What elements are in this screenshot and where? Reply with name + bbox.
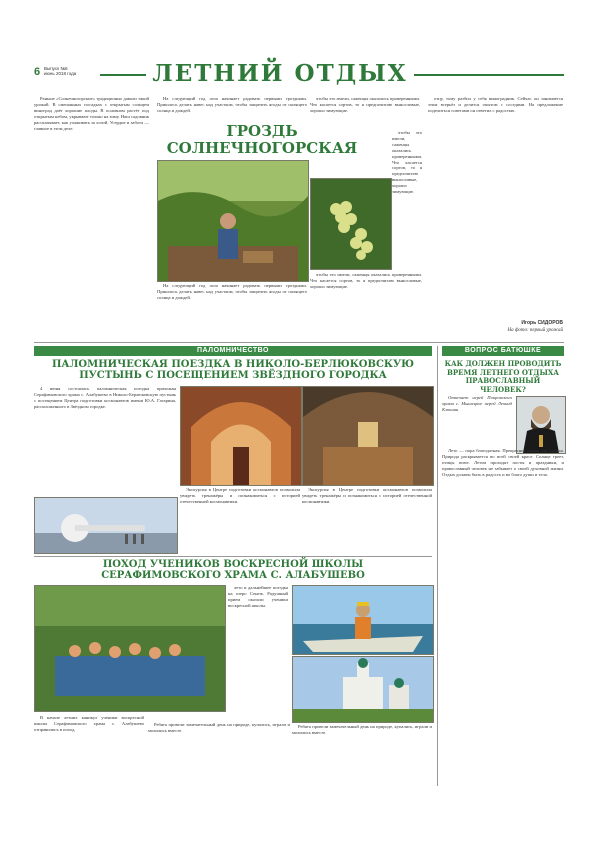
issue-info	[44, 66, 76, 77]
question-answer-text: Лето — пора благодатная. Прекрасное время для отдыха. Природа раскрывается во всей своей красе. Солнце греет, птицы поют. Летом проходят посты и праздники, и православный человек не забывает о своей духовной жизни. Отдых должен быть в радость и во благо души и тела.	[442, 448, 564, 477]
vineyard-man-photo	[157, 160, 309, 282]
article1-column3	[310, 96, 420, 122]
column-divider	[437, 346, 438, 786]
pilgrim-title-line1: ПАЛОМНИЧЕСКАЯ ПОЕЗДКА В НИКОЛО-БЕРЛЮКОВСКУЮ	[51, 359, 414, 370]
page-banner	[150, 58, 410, 88]
boat-boy-photo	[292, 585, 434, 655]
grapes-photo	[310, 178, 392, 270]
article1-col3-text: чтобы это имели, саженцы оказались проверенными. Что касается сортов, то я предпочитаю выносливые, хорошо зимующие.	[310, 96, 420, 113]
pilgrim-text-left-p: 4 июня состоялась паломническая поездка прихожан Серафимовского храма с. Алабушево в Николо-Берлюковскую пустынь с посещением Центра подготовки космонавтов имени Ю.А. Гагарина, расположенного в Звёздном городке.	[34, 386, 176, 409]
article1-headline	[157, 123, 367, 157]
article1-col1-text: Раньше «Солнечногорские» традиционно давали такой урожай. В смешанных посадках с открытым солнцем виноград даёт хорошие плоды. В основном растёт под открытым небом, укрывают только на зиму. Наш садовник рассказывает, как ухаживать за лозой. Усердие и забота — главное в этом деле.	[34, 96, 149, 131]
pilgrim-headline	[34, 359, 432, 381]
article1-col2-lower-text: На следующий год лоза начинает радовать первыми гроздьями. Пришлось делать навес над участком, чтобы защитить ягоды от палящего солнца и дождей.	[157, 283, 307, 300]
issue-date: июнь 2018 года	[44, 71, 77, 77]
article1-col3-side-text: чтобы это имели, саженцы оказались проверенными. Что касается сортов, то я предпочитаю выносливые, хорошо зимующие.	[392, 130, 422, 195]
banner-title: ЛЕТНИЙ ОТДЫХ	[152, 59, 408, 87]
trip-title-line1: ПОХОД УЧЕНИКОВ ВОСКРЕСНОЙ ШКОЛЫ	[102, 559, 364, 570]
trip-headline	[34, 559, 432, 581]
trip-text-right	[292, 724, 432, 786]
pilgrim-text-right	[302, 487, 432, 551]
trip-text-bottom-p: Ребята провели замечательный день на природе, купались, играли и молились вместе.	[148, 722, 290, 733]
pilgrim-text-mid	[180, 487, 300, 551]
pilgrim-text-mid-p: Экскурсия в Центре подготовки космонавтов позволила увидеть тренажёры и познакомиться с историей отечественной космонавтики.	[180, 487, 300, 504]
picnic-group-photo	[34, 585, 226, 712]
page-number: 6	[34, 66, 41, 78]
priest-photo	[516, 396, 566, 454]
issue-number: Выпуск №6	[44, 66, 68, 71]
pilgrim-text-left	[34, 386, 176, 496]
pilgrim-text-right-p: Экскурсия в Центре подготовки космонавтов позволила увидеть тренажёры и познакомиться с историей отечественной космонавтики.	[302, 487, 432, 504]
trip-text-right-p: Ребята провели замечательный день на природе, купались, играли и молились вместе.	[292, 724, 432, 735]
trip-title-line2: СЕРАФИМОВСКОГО ХРАМА С. АЛАБУШЕВО	[101, 570, 365, 581]
church-photo	[292, 656, 434, 723]
article1-col3-lower-text: чтобы это имели, саженцы оказались проверенными. Что касается сортов, то я предпочитаю выносливые, хорошо зимующие.	[310, 272, 422, 289]
article1-photo-credit: На фото: первый урожай	[507, 328, 563, 333]
trip-text-bottom	[148, 722, 290, 786]
article1-col2-text: На следующий год лоза начинает радовать первыми гроздьями. Пришлось делать навес над участком, чтобы защитить ягоды от палящего солнца и дождей.	[157, 96, 307, 113]
question-intro-text: Отвечает иерей Покровского храма с. Мышецкое иерей Леонид Клюшин	[442, 395, 512, 412]
article1-title-line1: ГРОЗДЬ	[226, 122, 298, 140]
pilgrim-title-line2: ПУСТЫНЬ С ПОСЕЩЕНИЕМ ЗВЁЗДНОГО ГОРОДКА	[79, 370, 387, 381]
trip-divider	[34, 556, 432, 557]
trip-text-mid	[228, 585, 288, 705]
article1-column4	[428, 96, 563, 318]
space-center-photo	[302, 386, 434, 486]
trip-text-mid-p: лето и дальнейшее поездка на озеро Сенеж. Радушный прием оказали ученики воскресной школы.	[228, 585, 288, 608]
header-ornament-left	[100, 74, 146, 76]
trip-text-left	[34, 715, 144, 787]
article1-column3-side	[392, 130, 422, 270]
header-ornament-right	[414, 74, 564, 76]
question-headline: КАК ДОЛЖЕН ПРОВОДИТЬ ВРЕМЯ ЛЕТНЕГО ОТДЫХА ПРАВОСЛАВНЫЙ ЧЕЛОВЕК?	[444, 359, 562, 394]
article1-column3-lower	[310, 272, 422, 338]
trip-text-left-p: В начале летних каникул ученики воскресной школы Серафимовского храма с. Алабушево отправились в поход.	[34, 715, 144, 732]
article1-column1	[34, 96, 149, 338]
article1-author: Игорь СИДОРОВ	[521, 320, 563, 326]
question-answer	[442, 448, 564, 786]
question-intro	[442, 395, 512, 445]
centrifuge-photo	[34, 497, 178, 554]
article1-col4-text: отцу, тому разбил у себя виноградник. Сейчас он занимается этим всерьёз и делится опытом с соседями. На предложение поделиться советами он ответил с радостью.	[428, 96, 563, 113]
monastery-interior-photo	[180, 386, 302, 486]
pilgrim-section-bar: ПАЛОМНИЧЕСТВО	[34, 346, 432, 356]
article1-column2-lower	[157, 283, 307, 338]
article1-column2	[157, 96, 307, 122]
article1-title-line2: СОЛНЕЧНОГОРСКАЯ	[166, 139, 358, 157]
section-divider	[34, 342, 564, 343]
question-section-bar: ВОПРОС БАТЮШКЕ	[442, 346, 564, 356]
